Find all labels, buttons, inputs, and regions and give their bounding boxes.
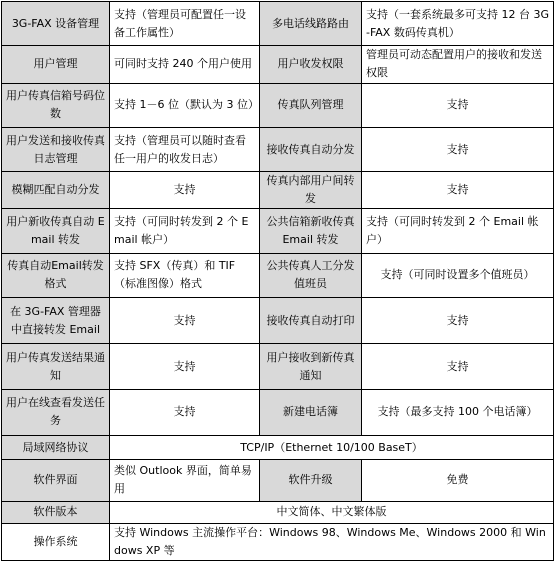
feature-value-cell: 支持（可同时转发到 2 个 Email 帐户） — [110, 209, 260, 253]
feature-name-cell: 传真内部用户间转发 — [260, 172, 362, 209]
table-row — [2, 253, 554, 297]
feature-name-cell: 软件版本 — [2, 501, 110, 523]
table-row — [2, 436, 554, 460]
feature-value-cell: 支持 SFX（传真）和 TIF（标准图像）格式 — [110, 253, 260, 297]
feature-value-cell: 支持 — [362, 298, 554, 344]
feature-name-cell: 用户发送和接收传真日志管理 — [2, 127, 110, 171]
feature-value-cell: 支持（管理员可配置任一设备工作属性） — [110, 2, 260, 46]
feature-value-cell: 支持（可同时转发到 2 个 Email 帐户） — [362, 209, 554, 253]
feature-name-cell: 在 3G-FAX 管理器中直接转发 Email — [2, 298, 110, 344]
feature-value-cell: 可同时支持 240 个用户使用 — [110, 46, 260, 83]
table-row — [2, 46, 554, 83]
feature-name-cell: 公共信箱新收传真 Email 转发 — [260, 209, 362, 253]
table-row — [2, 83, 554, 127]
feature-name-cell: 多电话线路路由 — [260, 2, 362, 46]
feature-name-cell: 局域网络协议 — [2, 436, 110, 460]
feature-value-cell: 支持 — [362, 83, 554, 127]
feature-value-cell: 支持 — [362, 127, 554, 171]
feature-name-cell: 软件升级 — [260, 460, 362, 501]
feature-name-cell: 用户传真发送结果通知 — [2, 344, 110, 389]
feature-value-cell: TCP/IP（Ethernet 10/100 BaseT） — [110, 436, 554, 460]
spec-table-body — [2, 2, 554, 561]
feature-name-cell: 公共传真人工分发值班员 — [260, 253, 362, 297]
feature-name-cell: 传真队列管理 — [260, 83, 362, 127]
feature-name-cell: 传真自动Email转发格式 — [2, 253, 110, 297]
feature-value-cell: 中文简体、中文繁体版 — [110, 501, 554, 523]
feature-value-cell: 支持（最多支持 100 个电话簿） — [362, 389, 554, 435]
feature-value-cell: 支持（可同时设置多个值班员） — [362, 253, 554, 297]
feature-name-cell: 新建电话簿 — [260, 389, 362, 435]
table-row — [2, 298, 554, 344]
feature-name-cell: 模糊匹配自动分发 — [2, 172, 110, 209]
feature-name-cell: 3G-FAX 设备管理 — [2, 2, 110, 46]
feature-value-cell: 管理员可动态配置用户的接收和发送权限 — [362, 46, 554, 83]
feature-name-cell: 用户收发权限 — [260, 46, 362, 83]
feature-name-cell: 软件界面 — [2, 460, 110, 501]
table-row — [2, 523, 554, 560]
feature-value-cell: 支持 Windows 主流操作平台：Windows 98、Windows Me、Windows 2000 和 Windows XP 等 — [110, 523, 554, 560]
table-row — [2, 344, 554, 389]
feature-name-cell: 操作系统 — [2, 523, 110, 560]
feature-value-cell: 支持 — [362, 172, 554, 209]
feature-value-cell: 支持 — [110, 389, 260, 435]
table-row — [2, 2, 554, 46]
feature-value-cell: 支持 — [110, 172, 260, 209]
feature-name-cell: 用户新收传真自动 Email 转发 — [2, 209, 110, 253]
feature-name-cell: 用户管理 — [2, 46, 110, 83]
feature-value-cell: 支持 — [110, 344, 260, 389]
feature-value-cell: 支持（一套系统最多可支持 12 台 3G-FAX 数码传真机） — [362, 2, 554, 46]
table-row — [2, 460, 554, 501]
feature-value-cell: 支持 — [362, 344, 554, 389]
table-row — [2, 209, 554, 253]
feature-value-cell: 免费 — [362, 460, 554, 501]
feature-name-cell: 用户在线查看发送任务 — [2, 389, 110, 435]
spec-table — [1, 1, 554, 561]
feature-value-cell: 支持 1－6 位（默认为 3 位） — [110, 83, 260, 127]
feature-name-cell: 接收传真自动分发 — [260, 127, 362, 171]
feature-name-cell: 接收传真自动打印 — [260, 298, 362, 344]
feature-value-cell: 支持（管理员可以随时查看任一用户的收发日志） — [110, 127, 260, 171]
table-row — [2, 389, 554, 435]
table-row — [2, 127, 554, 171]
feature-value-cell: 类似 Outlook 界面，简单易用 — [110, 460, 260, 501]
feature-name-cell: 用户传真信箱号码位数 — [2, 83, 110, 127]
table-row — [2, 172, 554, 209]
table-row — [2, 501, 554, 523]
feature-value-cell: 支持 — [110, 298, 260, 344]
feature-name-cell: 用户接收到新传真通知 — [260, 344, 362, 389]
